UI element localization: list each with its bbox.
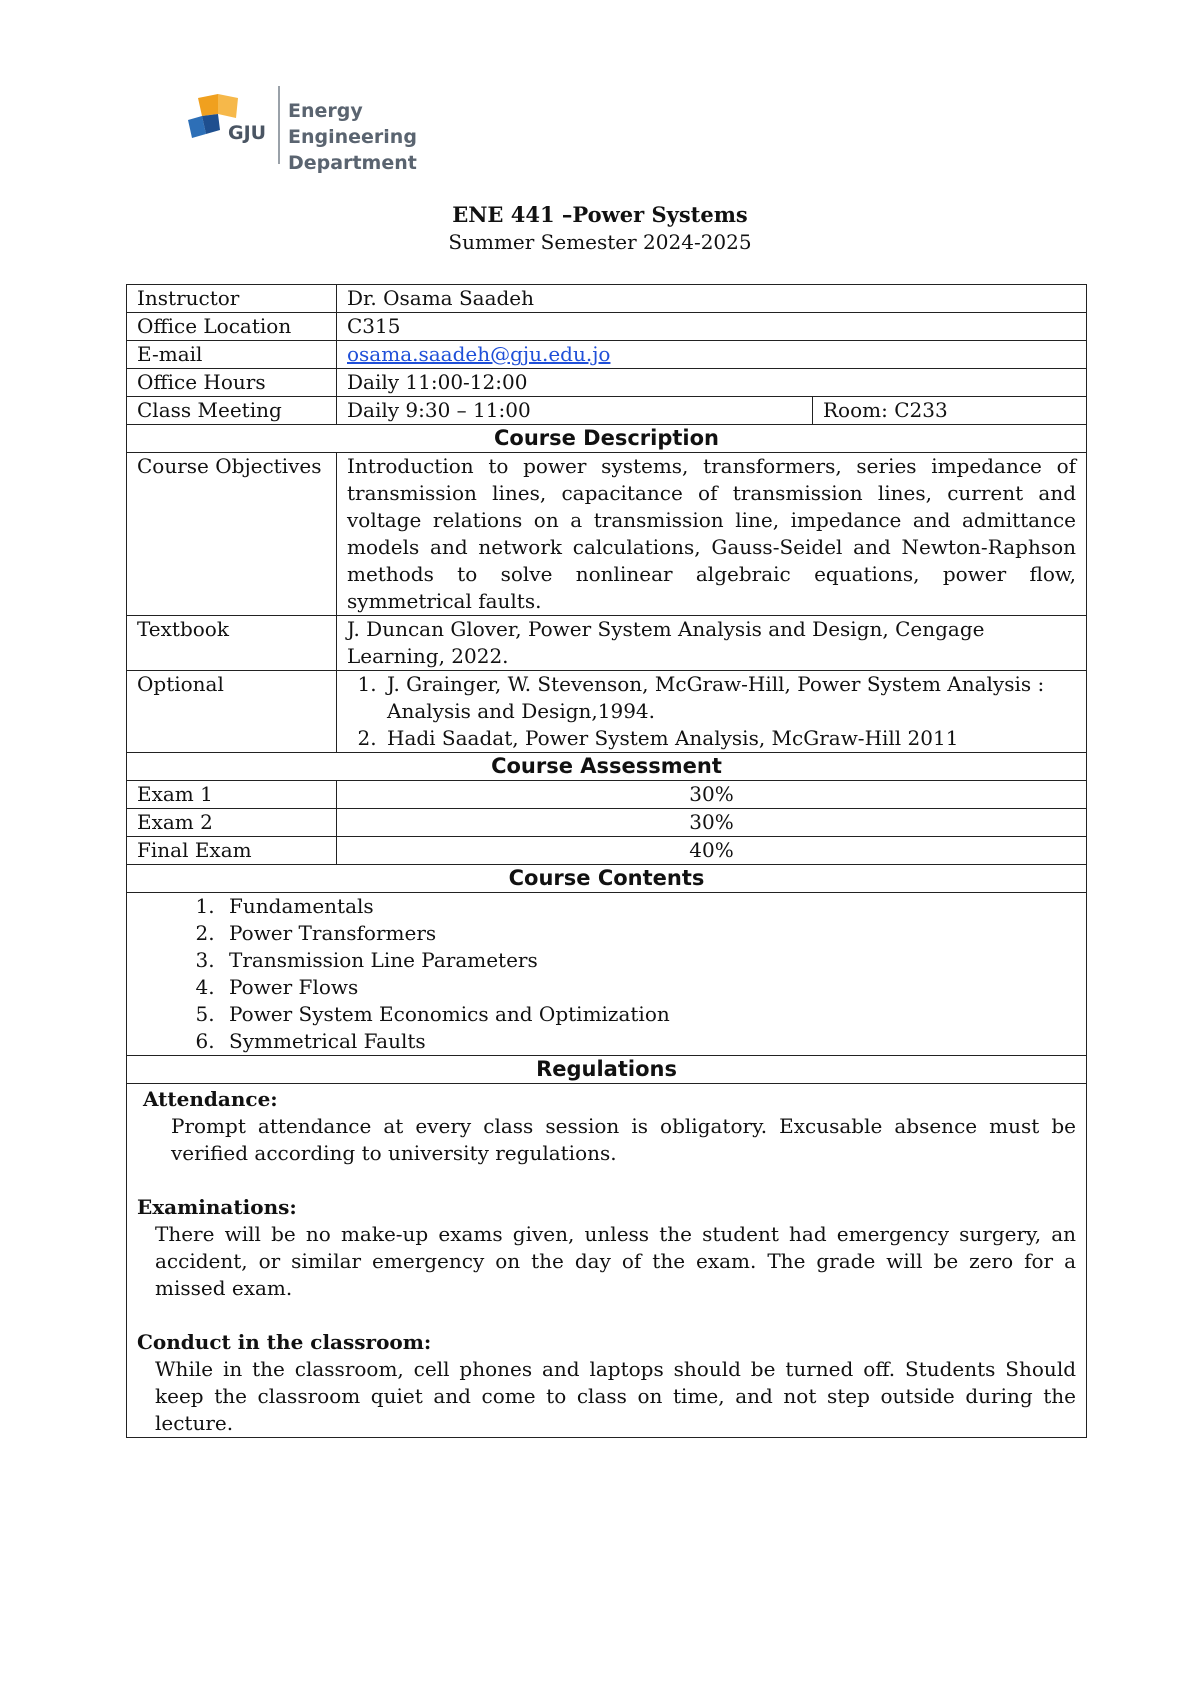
- assessment-row: [127, 837, 1087, 865]
- optional-item: 1. J. Grainger, W. Stevenson, McGraw-Hill, Power System Analysis : Analysis and Design,1994.: [383, 671, 1076, 725]
- room-value: Room: C233: [813, 397, 1087, 425]
- examinations-text: There will be no make-up exams given, unless the student had emergency surgery, an accident, or similar emergency on the day of the exam. The grade will be zero for a missed exam.: [155, 1222, 1077, 1300]
- assessment-row: [127, 809, 1087, 837]
- course-contents-row: [127, 893, 1087, 1056]
- meeting-label: Class Meeting: [127, 397, 337, 425]
- objectives-row: [127, 453, 1087, 616]
- course-assessment-heading: Course Assessment: [127, 753, 1087, 781]
- attendance-title: Attendance:: [143, 1087, 278, 1111]
- syllabus-table: [126, 284, 1087, 1438]
- textbook-row: [127, 616, 1087, 671]
- logo-org-text: GJU: [228, 122, 267, 144]
- hours-row: [127, 369, 1087, 397]
- course-description-heading: Course Description: [127, 425, 1087, 453]
- assessment-label: Exam 1: [127, 781, 337, 809]
- assessment-weight: 40%: [337, 837, 1087, 865]
- email-label: E-mail: [127, 341, 337, 369]
- conduct-title: Conduct in the classroom:: [137, 1330, 432, 1354]
- hours-label: Office Hours: [127, 369, 337, 397]
- course-assessment-heading-row: [127, 753, 1087, 781]
- logo-divider: [278, 86, 280, 164]
- email-link[interactable]: osama.saadeh@gju.edu.jo: [347, 342, 611, 366]
- course-title: ENE 441 –Power Systems: [452, 202, 748, 227]
- meeting-value: Daily 9:30 – 11:00: [337, 397, 813, 425]
- textbook-label: Textbook: [127, 616, 337, 671]
- list-item: 6. Symmetrical Faults: [221, 1028, 1076, 1055]
- instructor-value: Dr. Osama Saadeh: [337, 285, 1087, 313]
- office-label: Office Location: [127, 313, 337, 341]
- email-cell: [337, 341, 1087, 369]
- optional-label: Optional: [127, 671, 337, 753]
- email-row: [127, 341, 1087, 369]
- optional-list: [347, 671, 1076, 752]
- list-item: 3. Transmission Line Parameters: [221, 947, 1076, 974]
- optional-item: 2. Hadi Saadat, Power System Analysis, McGraw-Hill 2011: [383, 725, 1076, 752]
- instructor-row: [127, 285, 1087, 313]
- assessment-weight: 30%: [337, 809, 1087, 837]
- course-description-heading-row: [127, 425, 1087, 453]
- office-row: [127, 313, 1087, 341]
- logo-dept-line2: Department: [288, 152, 417, 174]
- course-contents-heading: Course Contents: [127, 865, 1087, 893]
- assessment-label: Final Exam: [127, 837, 337, 865]
- optional-cell: [337, 671, 1087, 753]
- assessment-row: [127, 781, 1087, 809]
- list-item: 1. Fundamentals: [221, 893, 1076, 920]
- attendance-text: Prompt attendance at every class session is obligatory. Excusable absence must be verified according to university regulations.: [171, 1114, 1077, 1165]
- regulations-heading: Regulations: [127, 1056, 1087, 1084]
- objectives-label: Course Objectives: [127, 453, 337, 616]
- office-value: C315: [337, 313, 1087, 341]
- optional-row: [127, 671, 1087, 753]
- logo-department: [288, 98, 478, 176]
- gju-logo: [188, 86, 478, 174]
- meeting-row: [127, 397, 1087, 425]
- list-item: 4. Power Flows: [221, 974, 1076, 1001]
- course-contents-list: [137, 893, 1076, 1055]
- regulations-cell: [127, 1084, 1087, 1438]
- textbook-text: J. Duncan Glover, Power System Analysis and Design, Cengage Learning, 2022.: [337, 616, 1087, 671]
- examinations-title: Examinations:: [137, 1195, 297, 1219]
- objectives-text: Introduction to power systems, transformers, series impedance of transmission lines, capacitance of transmission lines, current and voltage relations on a transmission line, impedance and admittance models and network calculations, Gauss-Seidel and Newton-Raphson methods to solve nonlinear algebraic equations, power flow, symmetrical faults.: [337, 453, 1087, 616]
- course-contents-cell: [127, 893, 1087, 1056]
- course-contents-heading-row: [127, 865, 1087, 893]
- regulations-row: [127, 1084, 1087, 1438]
- conduct-text: While in the classroom, cell phones and laptops should be turned off. Students Should keep the classroom quiet and come to class on time, and not step outside during the lecture.: [155, 1357, 1077, 1435]
- list-item: 2. Power Transformers: [221, 920, 1076, 947]
- instructor-label: Instructor: [127, 285, 337, 313]
- hours-value: Daily 11:00-12:00: [337, 369, 1087, 397]
- logo-dept-line1: Energy Engineering: [288, 100, 417, 148]
- assessment-weight: 30%: [337, 781, 1087, 809]
- assessment-label: Exam 2: [127, 809, 337, 837]
- regulations-heading-row: [127, 1056, 1087, 1084]
- semester-subtitle: Summer Semester 2024-2025: [448, 230, 752, 254]
- list-item: 5. Power System Economics and Optimization: [221, 1001, 1076, 1028]
